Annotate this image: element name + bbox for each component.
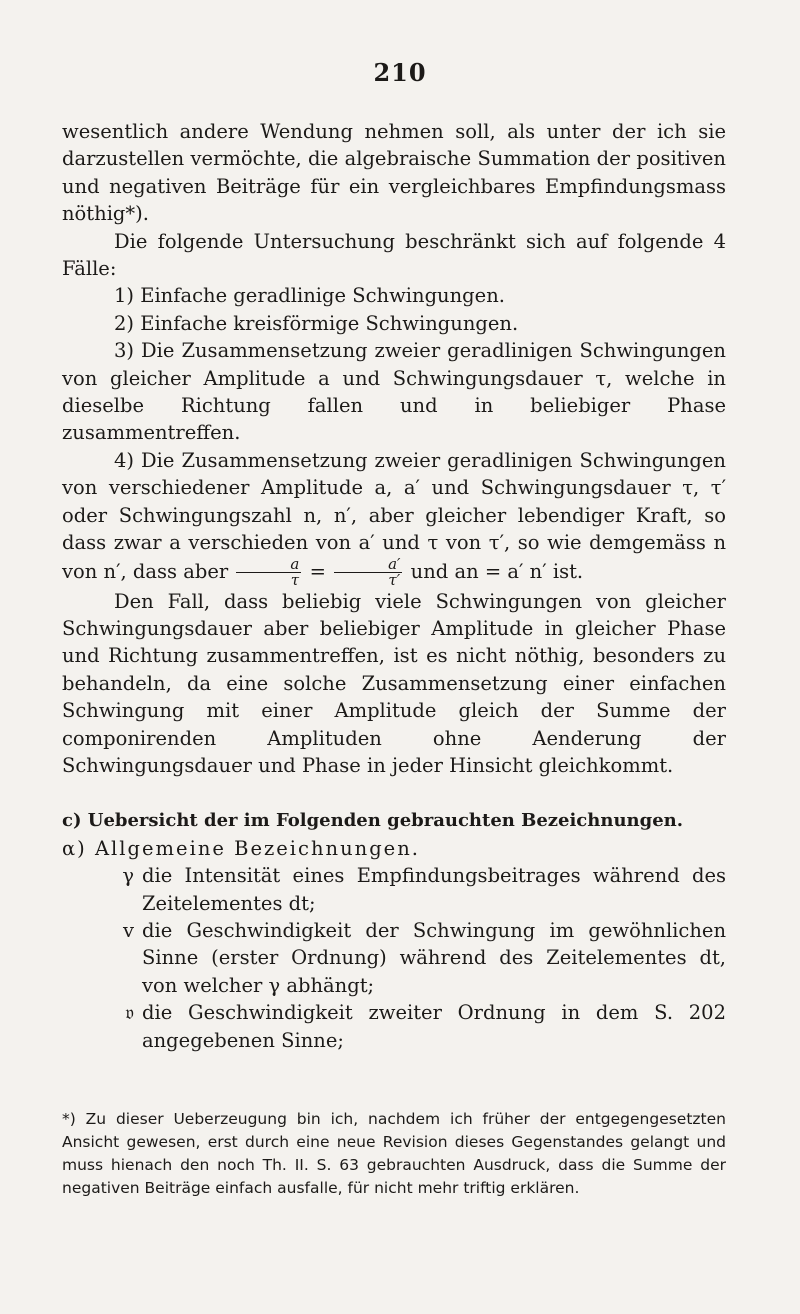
paragraph-continuation: wesentlich andere Wendung nehmen soll, als unter der ich sie darzustellen vermöchte, die algebraische Summation der positiven und negativen Beiträge für ein vergleichbares Empfindungsmass nöthig*). — [62, 120, 726, 226]
section-heading: c) Uebersicht der im Folgenden gebrauchten Bezeichnungen. — [62, 810, 684, 832]
paragraph-remark: Den Fall, dass beliebig viele Schwingungen von gleicher Schwingungsdauer aber beliebiger Amplitude in gleicher Phase und Richtung zusammentreffen, ist es nicht nöthig, besonders zu behandeln, da eine solche Zusammensetzung einer einfachen Schwingung mit einer Amplitude gleich der Summe der componirenden Amplituden ohne Aenderung der Schwingungsdauer und Phase in jeder Hinsicht gleichkommt. — [62, 589, 726, 777]
definition-item: γ die Intensität eines Empfindungsbeitrages während des Zeitelementes dt; — [122, 864, 726, 915]
equals-sign: = — [309, 559, 326, 583]
case-2: 2) Einfache kreisförmige Schwingungen. — [114, 311, 519, 335]
definition-item: v die Geschwindigkeit der Schwingung im gewöhnlichen Sinne (erster Ordnung) während des Zeitelementes dt, von welcher γ abhängt; — [122, 918, 726, 997]
case-3: 3) Die Zusammensetzung zweier geradlinigen Schwingungen von gleicher Amplitude a und Schwingungsdauer τ, welche in dieselbe Richtung fallen und in beliebiger Phase zusammentreffen. — [62, 339, 726, 445]
paragraph-intro: Die folgende Untersuchung beschränkt sich auf folgende 4 Fälle: — [62, 229, 726, 281]
fraction-rhs: $\frac{a'}{\tau'}$ — [334, 557, 402, 588]
case-4-tail: und an = a′ n′ ist. — [410, 559, 584, 583]
definition-list — [62, 862, 726, 1054]
fraction-lhs: $\frac{a}{\tau}$ — [236, 557, 301, 588]
subheading: α) Allgemeine Bezeichnungen. — [62, 836, 420, 860]
footnote: *) Zu dieser Ueberzeugung bin ich, nachdem ich früher der entgegengesetzten Ansicht gewesen, erst durch eine neue Revision dieses Gegenstandes gelangt und muss hienach den noch Th. II. S. 63 gebrauchten Ausdruck, dass die Summe der negativen Beiträge einfach ausfalle, für nicht mehr triftig erklären. — [62, 1110, 726, 1197]
case-1: 1) Einfache geradlinige Schwingungen. — [114, 284, 505, 308]
main-text — [62, 118, 726, 1054]
case-4-text: 4) Die Zusammensetzung zweier geradlinigen Schwingungen von verschiedener Amplitude a, a′ und Schwingungsdauer τ, τ′ oder Schwingungszahl n, n′, aber gleicher lebendiger Kraft, so dass zwar a verschieden von a′ und τ von τ′, so wie demgemäss n von n′, dass aber — [62, 448, 726, 583]
page-number: 210 — [373, 58, 427, 87]
case-4 — [62, 447, 726, 588]
definition-item: 𝔳 die Geschwindigkeit zweiter Ordnung in dem S. 202 angegebenen Sinne; — [125, 1001, 726, 1052]
